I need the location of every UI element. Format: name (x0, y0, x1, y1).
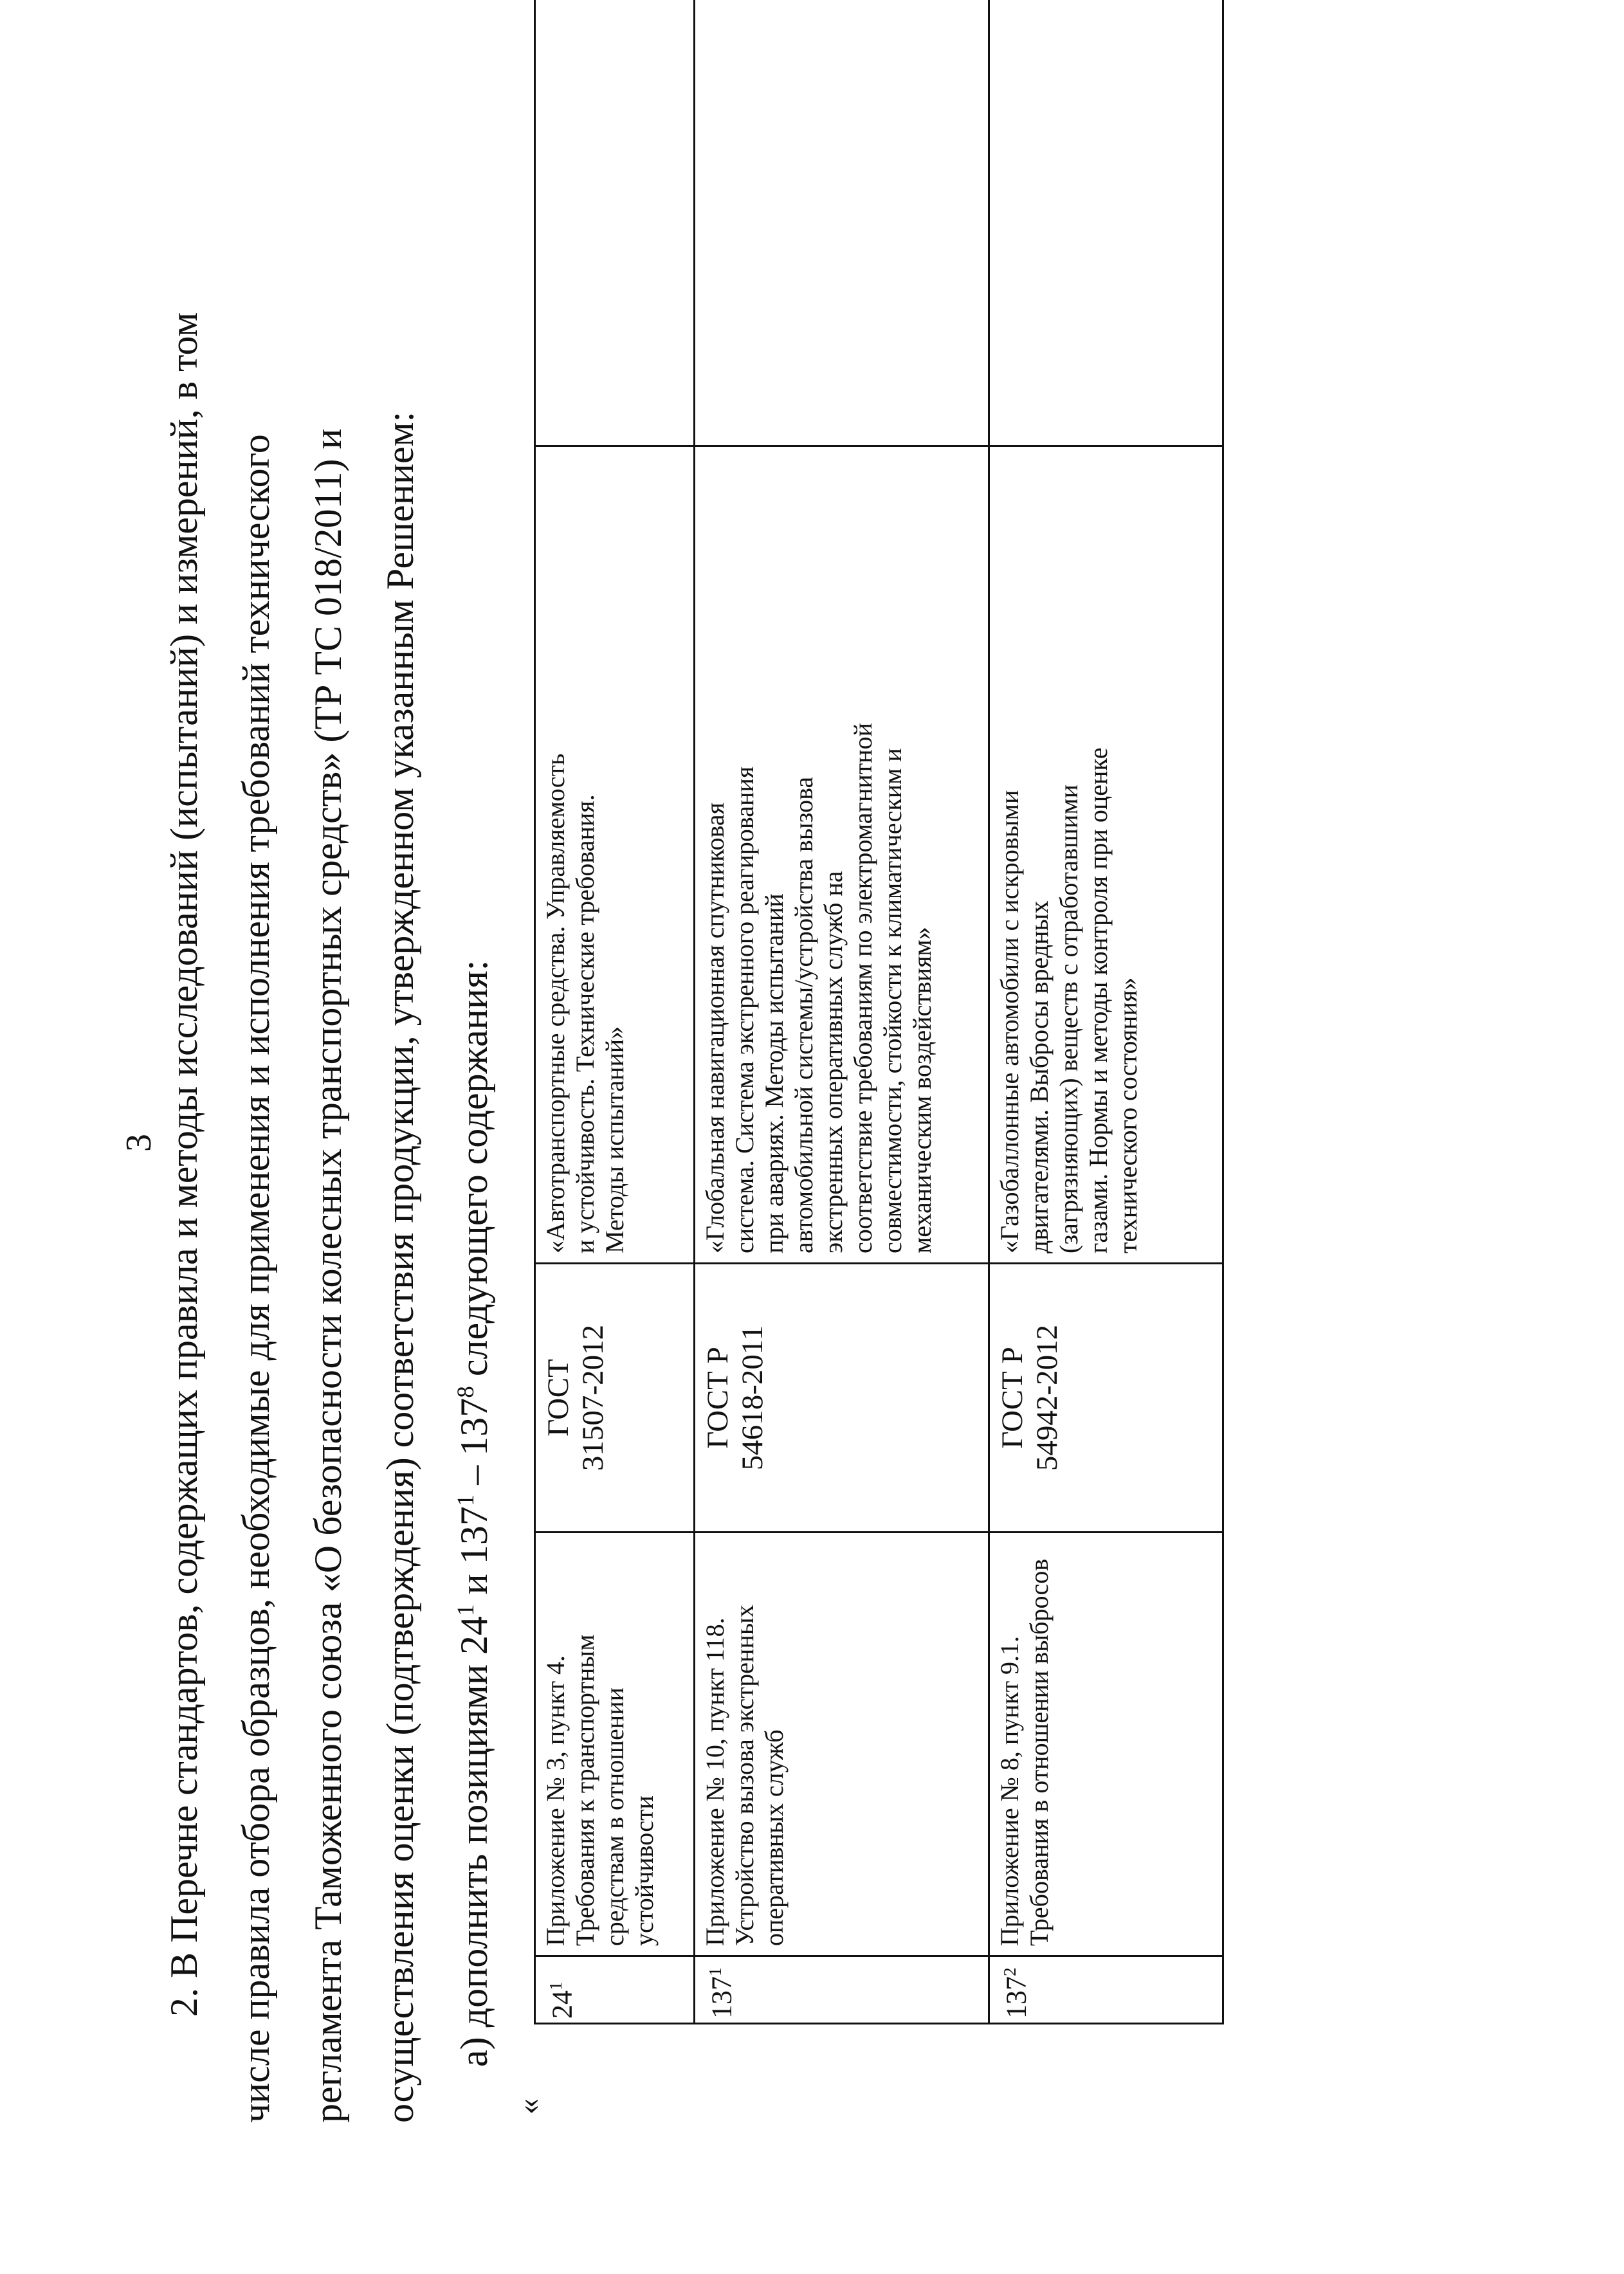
standard-designation-cell (535, 1264, 695, 1533)
opening-quote: « (510, 2098, 546, 2115)
position-number-cell (695, 1956, 989, 2024)
position-number-cell (989, 1956, 1223, 2024)
title-line: автомобильной системы/устройства вызова (789, 776, 818, 1253)
table-row (695, 0, 989, 2024)
title-line: «Газобаллонные автомобили с искровыми (995, 790, 1024, 1253)
subitem-mid-1: и 137 (453, 1506, 495, 1605)
subitem-mid-2: – 137 (453, 1397, 495, 1495)
title-line: система. Система экстренного реагирования (730, 766, 759, 1253)
title-line: двигателями. Выбросы вредных (1025, 900, 1054, 1253)
standard-designation-cell (695, 1264, 989, 1533)
annex-line: Приложение № 3, пункт 4. (541, 1655, 570, 1946)
title-line: соответствие требованиям по электромагнитной (848, 722, 877, 1253)
title-line: технического состояния» (1113, 977, 1142, 1253)
position-number-cell (535, 1956, 695, 2024)
subitem-sup-2: 1 (453, 1494, 479, 1507)
subitem-prefix: а) дополнить позициями 24 (453, 1615, 495, 2067)
table-row (535, 0, 695, 2024)
title-line: (загрязняющих) веществ с отработавшими (1054, 784, 1083, 1253)
standard-title-cell (695, 446, 989, 1264)
annex-line: Требования в отношении выбросов (1025, 1558, 1054, 1946)
title-line: совместимости, стойкости к климатическим и (878, 748, 907, 1253)
standard-line: 54618-2011 (736, 1325, 769, 1471)
subitem-a (454, 960, 493, 2067)
standard-line: 54942-2012 (1030, 1324, 1064, 1471)
title-line: и устойчивость. Технические требования. (570, 794, 599, 1253)
annex-line: средствам в отношении (600, 1687, 629, 1946)
standard-line: ГОСТ (542, 1359, 575, 1437)
position-superscript: 2 (1000, 1967, 1019, 1976)
title-line: экстренных оперативных служб на (819, 871, 848, 1253)
annex-line: Устройство вызова экстренных (730, 1605, 759, 1946)
paragraph-line-4: осуществления оценки (подтверждения) соответствия продукции, утвержденном указанным Решением: (379, 411, 421, 2123)
title-line: при авариях. Методы испытаний (760, 893, 789, 1253)
standard-title-cell (989, 446, 1223, 1264)
annex-reference-cell (989, 1533, 1223, 1956)
position-number: 137 (706, 1976, 738, 2019)
standard-line: ГОСТ Р (701, 1347, 734, 1449)
page-number: 3 (119, 1134, 159, 1152)
position-superscript: 1 (546, 1981, 565, 1990)
position-number: 137 (1000, 1976, 1032, 2019)
title-line: «Глобальная навигационная спутниковая (700, 802, 729, 1253)
standard-line: 31507-2012 (576, 1324, 610, 1471)
position-number: 24 (546, 1990, 578, 2019)
standard-designation-cell (989, 1264, 1223, 1533)
paragraph-line-3: регламента Таможенного союза «О безопасности колесных транспортных средств» (ТР ТС 018/2011) и (307, 428, 349, 2123)
title-line: механическим воздействиям» (908, 927, 936, 1253)
paragraph-line-2: числе правила отбора образцов, необходимые для применения и исполнения требований технического (235, 434, 277, 2123)
title-line: Методы испытаний» (600, 1026, 629, 1253)
empty-cell (695, 0, 989, 446)
annex-reference-cell (695, 1533, 989, 1956)
annex-line: Приложение № 8, пункт 9.1. (995, 1635, 1024, 1946)
annex-line: Приложение № 10, пункт 118. (700, 1617, 729, 1946)
annex-line: устойчивости (630, 1796, 659, 1946)
annex-line: Требования к транспортным (570, 1634, 599, 1946)
subitem-suffix: следующего содержания: (453, 960, 495, 1387)
standards-table (534, 0, 1224, 2024)
empty-cell (535, 0, 695, 446)
paragraph-line-1: 2. В Перечне стандартов, содержащих правила и методы исследований (испытаний) и измерений, в том (163, 312, 205, 2017)
position-superscript: 1 (706, 1967, 725, 1976)
empty-cell (989, 0, 1223, 446)
annex-line: оперативных служб (760, 1729, 789, 1946)
subitem-sup-1: 1 (453, 1604, 479, 1616)
subitem-sup-3: 8 (453, 1386, 479, 1398)
title-line: «Автотранспортные средства. Управляемость (541, 753, 570, 1253)
title-line: газами. Нормы и методы контроля при оценке (1084, 747, 1113, 1253)
standard-title-cell (535, 446, 695, 1264)
standard-line: ГОСТ Р (996, 1347, 1029, 1449)
table-row (989, 0, 1223, 2024)
annex-reference-cell (535, 1533, 695, 1956)
